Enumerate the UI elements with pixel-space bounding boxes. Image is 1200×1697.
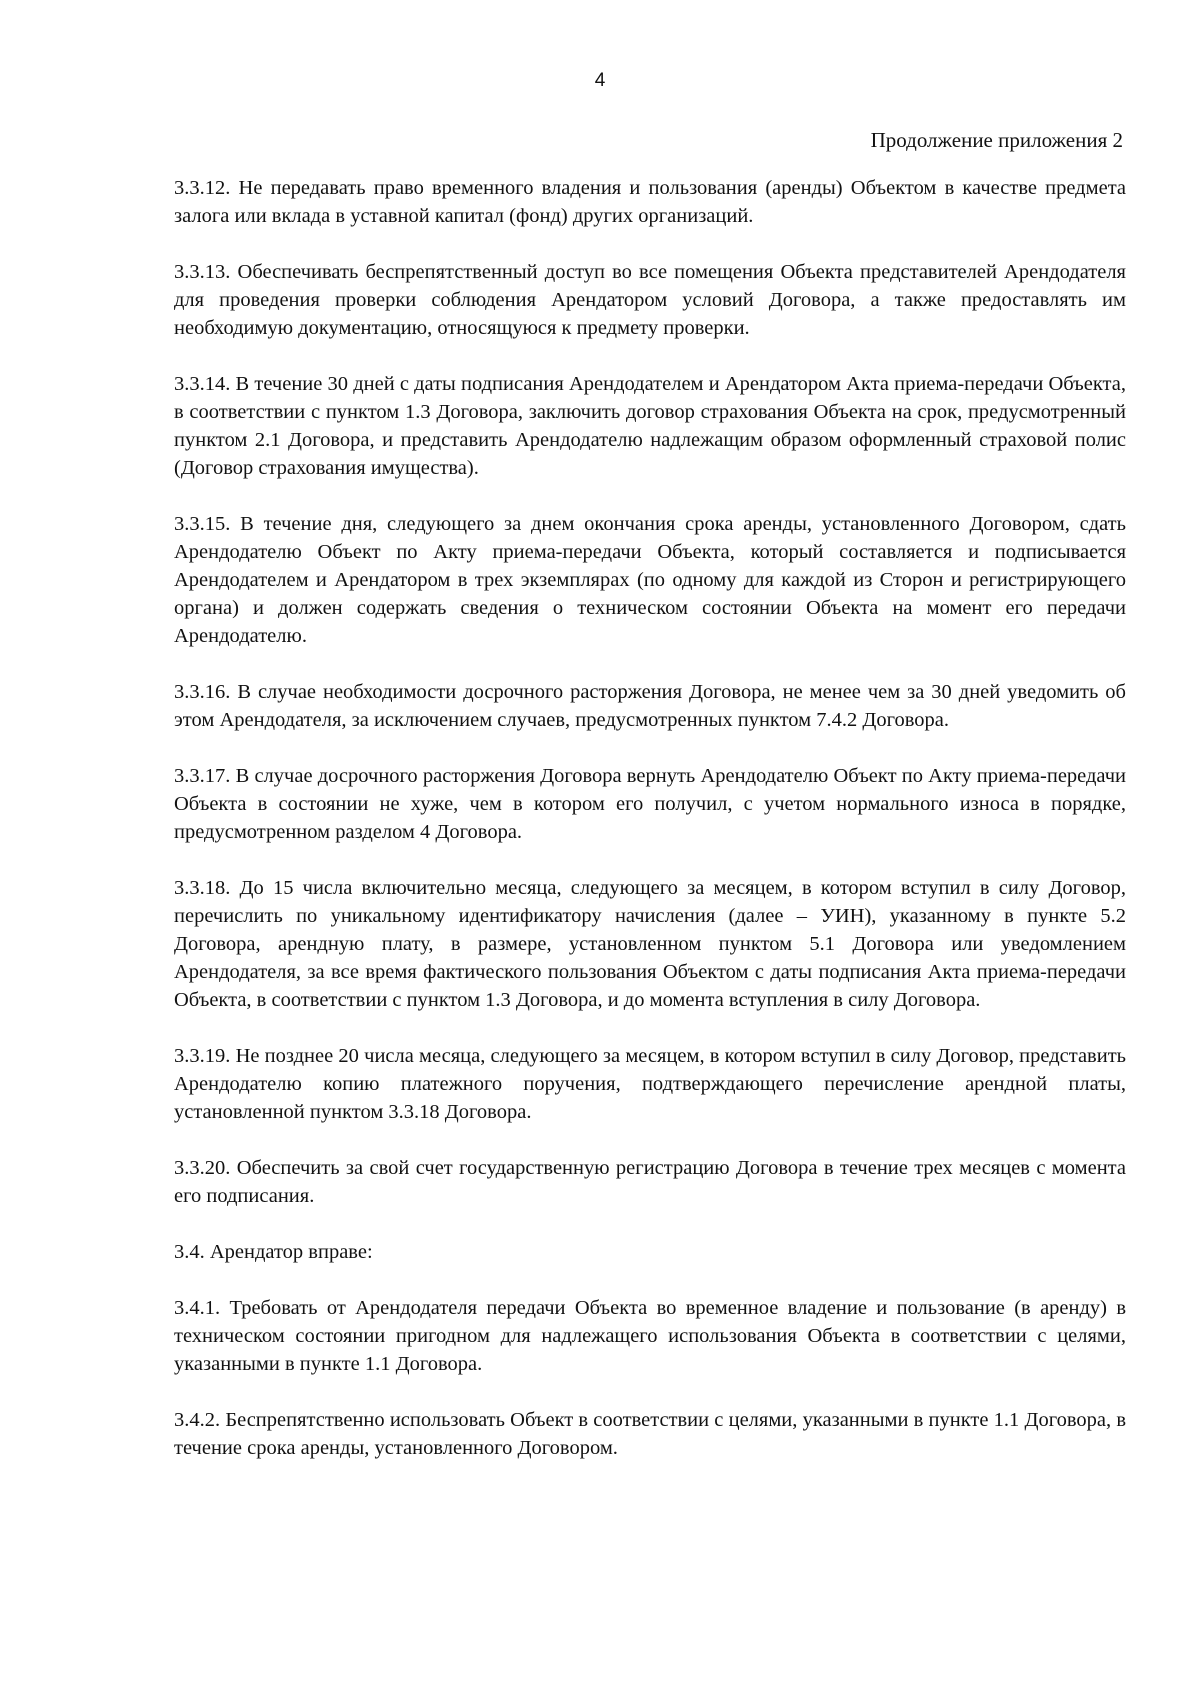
clause-3-3-17: 3.3.17. В случае досрочного расторжения Договора вернуть Арендодателю Объект по Акту приема-передачи Объекта в состоянии не хуже, чем в котором его получил, с учетом нормального износа в порядке, предусмотренном разделом 4 Договора. <box>174 765 1126 843</box>
clause-3-3-13: 3.3.13. Обеспечивать беспрепятственный доступ во все помещения Объекта представителей Арендодателя для проведения проверки соблюдения Арендатором условий Договора, а также предоставлять им необходимую документацию, относящуюся к предмету проверки. <box>174 261 1126 339</box>
clause-3-3-14: 3.3.14. В течение 30 дней с даты подписания Арендодателем и Арендатором Акта приема-передачи Объекта, в соответствии с пунктом 1.3 Договора, заключить договор страхования Объекта на срок, предусмотренный пунктом 2.1 Договора, и представить Арендодателю надлежащим образом оформленный страховой полис (Договор страхования имущества). <box>174 373 1126 479</box>
clause-3-3-16: 3.3.16. В случае необходимости досрочного расторжения Договора, не менее чем за 30 дней уведомить об этом Арендодателя, за исключением случаев, предусмотренных пунктом 7.4.2 Договора. <box>174 681 1126 731</box>
appendix-continuation-note: Продолжение приложения 2 <box>870 128 1123 152</box>
clause-3-4-1: 3.4.1. Требовать от Арендодателя передачи Объекта во временное владение и пользование (в аренду) в техническом состоянии пригодном для надлежащего использования Объекта в соответствии с целями, указанными в пункте 1.1 Договора. <box>174 1297 1126 1375</box>
page-number: 4 <box>594 70 606 91</box>
clause-3-3-15: 3.3.15. В течение дня, следующего за днем окончания срока аренды, установленного Договором, сдать Арендодателю Объект по Акту приема-передачи Объекта, который составляется и подписывается Арендодателем и Арендатором в трех экземплярах (по одному для каждой из Сторон и регистрирующего органа) и должен содержать сведения о техническом состоянии Объекта на момент его передачи Арендодателю. <box>174 513 1126 647</box>
clause-3-4-2: 3.4.2. Беспрепятственно использовать Объект в соответствии с целями, указанными в пункте 1.1 Договора, в течение срока аренды, установленного Договором. <box>174 1409 1126 1459</box>
section-3-4-heading: 3.4. Арендатор вправе: <box>174 1241 373 1263</box>
clause-3-3-19: 3.3.19. Не позднее 20 числа месяца, следующего за месяцем, в котором вступил в силу Договор, представить Арендодателю копию платежного поручения, подтверждающего перечисление арендной платы, установленной пунктом 3.3.18 Договора. <box>174 1045 1126 1123</box>
document-body <box>174 174 1126 1462</box>
clause-3-3-18: 3.3.18. До 15 числа включительно месяца, следующего за месяцем, в котором вступил в силу Договор, перечислить по уникальному идентификатору начисления (далее – УИН), указанному в пункте 5.2 Договора, арендную плату, в размере, установленном пунктом 5.1 Договора или уведомлением Арендодателя, за все время фактического пользования Объектом с даты подписания Акта приема-передачи Объекта, в соответствии с пунктом 1.3 Договора, и до момента вступления в силу Договора. <box>174 877 1126 1011</box>
clause-3-3-20: 3.3.20. Обеспечить за свой счет государственную регистрацию Договора в течение трех месяцев с момента его подписания. <box>174 1157 1126 1207</box>
clause-3-3-12: 3.3.12. Не передавать право временного владения и пользования (аренды) Объектом в качестве предмета залога или вклада в уставной капитал (фонд) других организаций. <box>174 177 1126 227</box>
